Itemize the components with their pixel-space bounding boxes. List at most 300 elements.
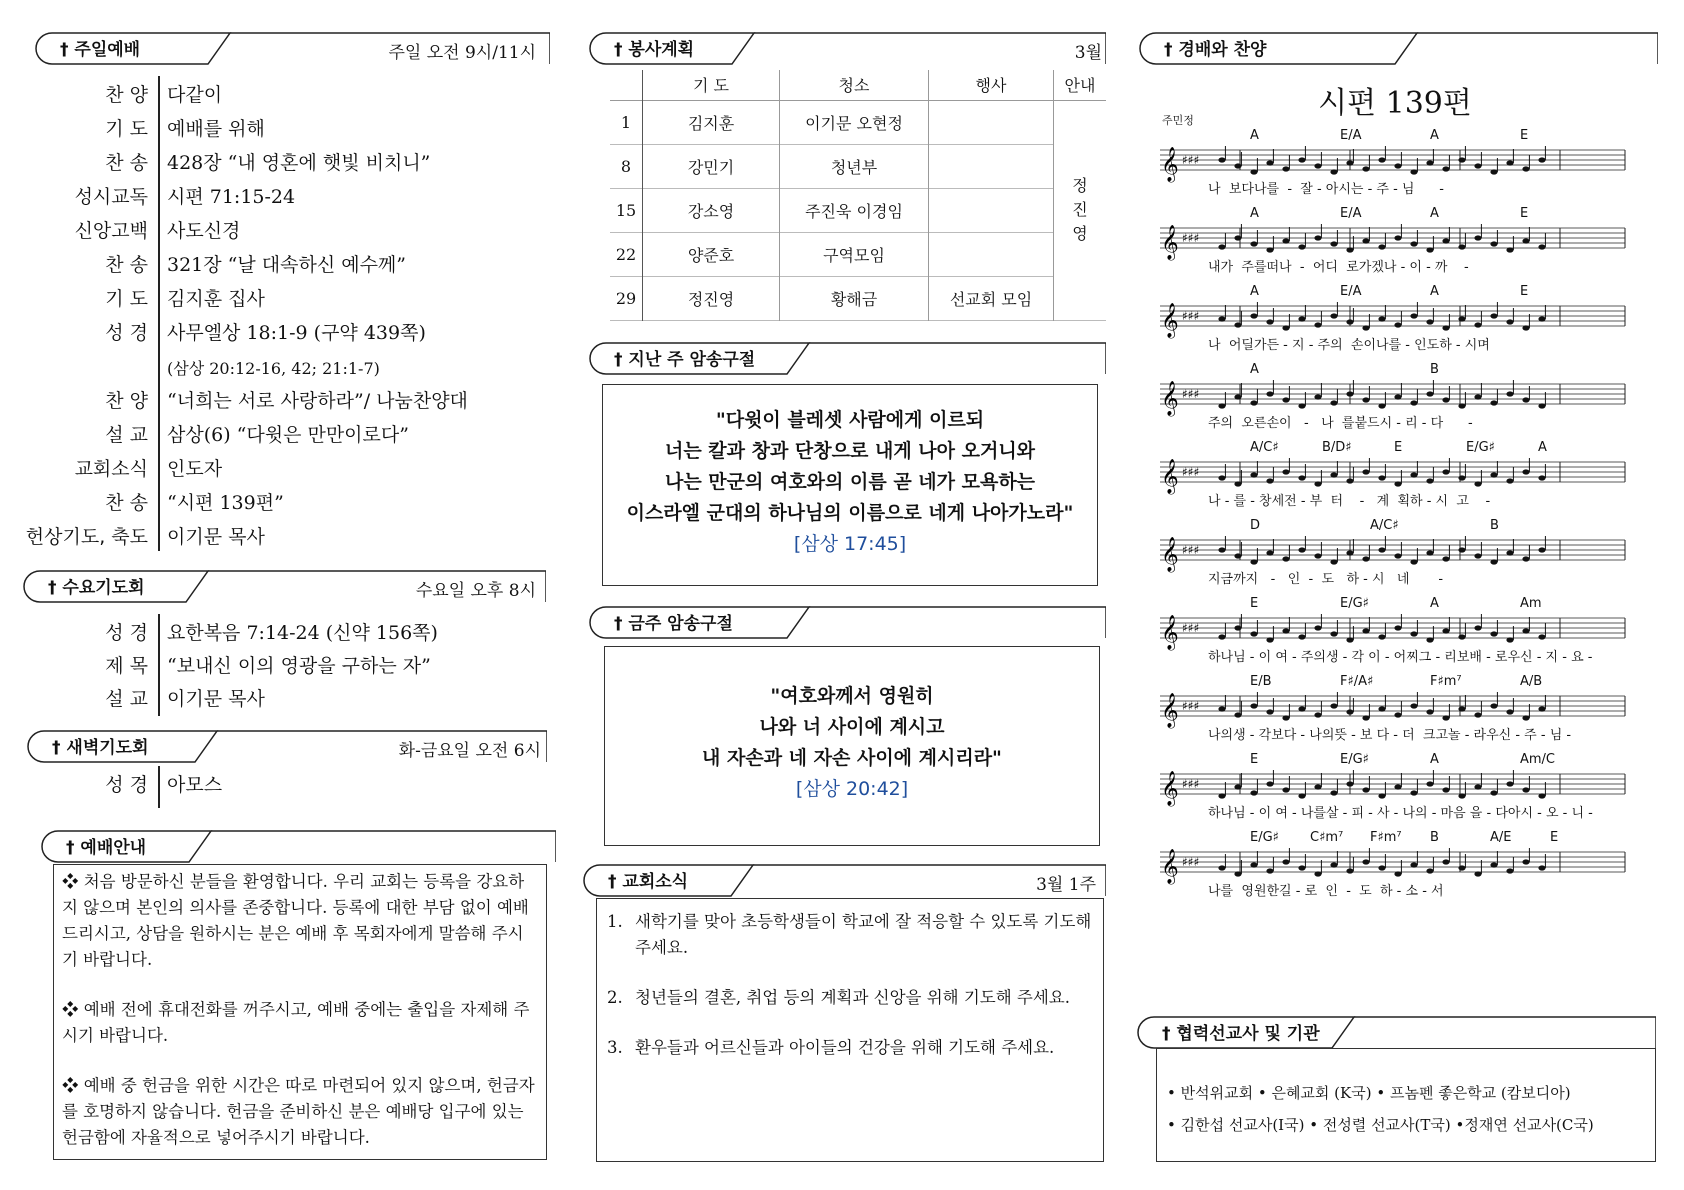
note-head: [1490, 703, 1497, 708]
note-head: [1314, 625, 1321, 630]
cell-event: 선교회 모임: [929, 276, 1054, 320]
note-head: [1506, 478, 1513, 483]
news-tab-title: † 교회소식: [608, 872, 689, 892]
note-head: [1346, 391, 1353, 396]
mission-tab-title: † 협력선교사 및 기관: [1162, 1024, 1320, 1044]
note-head: [1234, 394, 1241, 399]
note-head: [1458, 403, 1465, 408]
cell-clean: 구역모임: [780, 232, 929, 276]
note-head: [1442, 628, 1449, 633]
chord-symbol: E: [1520, 206, 1529, 221]
note-head: [1378, 793, 1385, 798]
last-verse-line-2: 너는 칼과 창과 단창으로 내게 나아 오거니와: [664, 440, 1036, 462]
note-head: [1218, 634, 1225, 639]
table-row: [610, 100, 1106, 144]
note-head: [1234, 784, 1241, 789]
note-head: [1522, 397, 1529, 402]
note-head: [1410, 862, 1417, 867]
note-head: [1298, 157, 1305, 162]
note-head: [1298, 547, 1305, 552]
cell-event: [929, 232, 1054, 276]
service-tab-title: † 봉사계획: [614, 40, 695, 60]
order-label: 찬 양: [105, 390, 148, 412]
cell-day: 8: [610, 144, 643, 188]
order-value: “너희는 서로 사랑하라”/ 나눔찬양대: [167, 390, 468, 412]
lyric-line: 나 어딜가든 - 지 - 주의 손이나를 - 인도하 - 시며: [1208, 338, 1490, 353]
note-head: [1298, 403, 1305, 408]
note-head: [1474, 481, 1481, 486]
staff-row: [1160, 752, 1630, 822]
cell-clean: 청년부: [780, 144, 929, 188]
note-head: [1234, 625, 1241, 630]
this-verse-tab-title: † 금주 암송구절: [614, 614, 733, 634]
note-head: [1234, 553, 1241, 558]
note-head: [1426, 247, 1433, 252]
note-head: [1362, 325, 1369, 330]
key-signature-icon: ♯♯♯: [1182, 465, 1200, 479]
note-head: [1314, 784, 1321, 789]
order-value: 예배를 위해: [167, 118, 265, 140]
news-item: [607, 1035, 1093, 1061]
last-verse-line-4: 이스라엘 군대의 하나님의 이름으로 네게 나아가노라": [626, 502, 1074, 524]
note-head: [1474, 235, 1481, 240]
note-head: [1410, 631, 1417, 636]
cell-clean: 이기문 오현정: [780, 100, 929, 144]
key-signature-icon: ♯♯♯: [1182, 309, 1200, 323]
staff-row: [1160, 518, 1630, 588]
cell-day: 22: [610, 232, 643, 276]
chord-symbol: D: [1250, 518, 1261, 533]
guide-char: 진: [1072, 200, 1088, 219]
note-head: [1346, 709, 1353, 714]
note-head: [1394, 712, 1401, 717]
note-head: [1538, 865, 1545, 870]
note-head: [1394, 322, 1401, 327]
order-value: 요한복음 7:14-24 (신약 156쪽): [167, 622, 438, 644]
note-head: [1506, 868, 1513, 873]
treble-clef-icon: 𝄞: [1161, 303, 1179, 338]
col-guide: 안내: [1064, 76, 1096, 96]
note-head: [1362, 556, 1369, 561]
note-head: [1362, 787, 1369, 792]
note-head: [1490, 559, 1497, 564]
note-head: [1234, 322, 1241, 327]
note-head: [1538, 706, 1545, 711]
key-signature-icon: ♯♯♯: [1182, 777, 1200, 791]
note-head: [1298, 475, 1305, 480]
cell-prayer: 김지훈: [643, 100, 780, 144]
chord-symbol: E: [1394, 440, 1403, 455]
note-head: [1282, 469, 1289, 474]
chord-symbol: A: [1250, 284, 1259, 299]
note-head: [1250, 559, 1257, 564]
chord-symbol: B: [1430, 362, 1439, 377]
note-head: [1522, 556, 1529, 561]
chord-symbol: E/A: [1340, 206, 1362, 221]
cell-event: [929, 100, 1054, 144]
note-head: [1538, 547, 1545, 552]
note-head: [1266, 709, 1273, 714]
staff-row: [1160, 830, 1630, 900]
order-label: 찬 양: [105, 84, 148, 106]
guide-box: [53, 864, 547, 1160]
note-head: [1490, 472, 1497, 477]
note-head: [1250, 703, 1257, 708]
note-head: [1218, 706, 1225, 711]
note-head: [1378, 403, 1385, 408]
note-head: [1442, 859, 1449, 864]
lyric-line: 나 보다나를 - 잘 - 아시는 - 주 - 님 -: [1208, 182, 1444, 197]
guide-paragraph-2: ❖ 예배 전에 휴대전화를 꺼주시고, 예배 중에는 출입을 자제해 주시기 바랍니다.: [62, 1000, 530, 1045]
news-number: 1.: [607, 912, 623, 931]
note-head: [1506, 391, 1513, 396]
guide-char: 정: [1072, 176, 1088, 195]
order-value: 시편 71:15-24: [167, 186, 296, 208]
news-item: [607, 985, 1093, 1011]
note-head: [1442, 325, 1449, 330]
guide-tab: [36, 828, 556, 862]
table-row: [610, 276, 1106, 320]
note-head: [1234, 163, 1241, 168]
chord-symbol: E/G♯: [1340, 596, 1369, 611]
note-head: [1458, 475, 1465, 480]
order-label: 성 경: [105, 322, 148, 344]
note-head: [1218, 793, 1225, 798]
dawn-time: 화-금요일 오전 6시: [398, 741, 541, 761]
note-head: [1506, 550, 1513, 555]
news-item: [607, 909, 1093, 961]
this-verse-tab: [584, 604, 1106, 638]
key-signature-icon: ♯♯♯: [1182, 387, 1200, 401]
note-head: [1330, 631, 1337, 636]
note-head: [1442, 469, 1449, 474]
note-head: [1522, 787, 1529, 792]
note-head: [1426, 550, 1433, 555]
note-head: [1426, 319, 1433, 324]
order-label: 기 도: [105, 288, 148, 310]
note-head: [1394, 553, 1401, 558]
note-head: [1442, 715, 1449, 720]
note-head: [1218, 157, 1225, 162]
note-head: [1218, 316, 1225, 321]
chord-symbol: A/B: [1520, 674, 1543, 689]
note-head: [1346, 868, 1353, 873]
col-event: 행사: [929, 70, 1054, 100]
note-head: [1234, 712, 1241, 717]
note-head: [1538, 244, 1545, 249]
order-value: “보내신 이의 영광을 구하는 자”: [167, 655, 431, 677]
note-head: [1266, 391, 1273, 396]
order-label: 기 도: [105, 118, 148, 140]
note-head: [1218, 547, 1225, 552]
note-head: [1378, 157, 1385, 162]
note-head: [1266, 160, 1273, 165]
cell-clean: 주진욱 이경임: [780, 188, 929, 232]
note-head: [1410, 241, 1417, 246]
chord-symbol: A/E: [1490, 830, 1512, 845]
lyric-line: 나 - 를 - 창세전 - 부 터 - 계 획하 - 시 고 -: [1208, 494, 1491, 509]
note-head: [1538, 157, 1545, 162]
note-head: [1362, 859, 1369, 864]
note-head: [1538, 793, 1545, 798]
note-head: [1490, 790, 1497, 795]
table-row: [610, 188, 1106, 232]
lyric-line: 내가 주를떠나 - 어디 로가겠나 - 이 - 까 -: [1208, 260, 1469, 275]
note-head: [1522, 166, 1529, 171]
note-head: [1442, 397, 1449, 402]
note-head: [1362, 397, 1369, 402]
sunday-divider: [158, 76, 160, 551]
note-head: [1490, 862, 1497, 867]
note-head: [1250, 631, 1257, 636]
note-head: [1346, 550, 1353, 555]
note-head: [1410, 703, 1417, 708]
note-head: [1426, 637, 1433, 642]
note-head: [1426, 709, 1433, 714]
note-head: [1538, 634, 1545, 639]
chord-symbol: E/G♯: [1250, 830, 1279, 845]
treble-clef-icon: 𝄞: [1161, 459, 1179, 494]
note-head: [1474, 871, 1481, 876]
note-head: [1426, 478, 1433, 483]
note-head: [1442, 238, 1449, 243]
note-head: [1490, 241, 1497, 246]
this-verse-ref: [삼상 20:42]: [795, 778, 909, 800]
cell-day: 15: [610, 188, 643, 232]
news-text: 환우들과 어르신들과 아이들의 건강을 위해 기도해 주세요.: [635, 1038, 1055, 1057]
note-head: [1250, 241, 1257, 246]
cell-prayer: 강소영: [643, 188, 780, 232]
chord-symbol: F♯m⁷: [1370, 830, 1402, 845]
order-value: 인도자: [167, 458, 223, 480]
note-head: [1298, 316, 1305, 321]
note-head: [1314, 163, 1321, 168]
order-label: 신앙고백: [74, 220, 148, 242]
order-label: 성 경: [105, 622, 148, 644]
note-head: [1490, 631, 1497, 636]
this-verse-line-1: "여호와께서 영원히: [770, 685, 934, 707]
this-verse-box: [604, 646, 1100, 846]
cell-guide: [1054, 100, 1107, 320]
last-verse-line-1: "다윗이 블레셋 사람에게 이르되: [715, 409, 985, 431]
last-verse-tab-title: † 지난 주 암송구절: [614, 350, 756, 370]
note-head: [1522, 628, 1529, 633]
this-verse-line-3: 내 자손과 네 자손 사이에 계시리라": [702, 747, 1002, 769]
chord-symbol: F♯/A♯: [1340, 674, 1374, 689]
note-head: [1314, 871, 1321, 876]
note-head: [1394, 163, 1401, 168]
note-head: [1538, 475, 1545, 480]
note-head: [1506, 781, 1513, 786]
note-head: [1346, 478, 1353, 483]
lyric-line: 하나님 - 이 여 - 나를살 - 피 - 사 - 나의 - 마음 을 - 다아시 - 오 - 니 -: [1208, 806, 1593, 821]
treble-clef-icon: 𝄞: [1161, 147, 1179, 182]
chord-symbol: E: [1250, 596, 1259, 611]
lyric-line: 지금까지 - 인 - 도 하 - 시 네 -: [1208, 572, 1444, 587]
order-value: “시편 139편”: [167, 492, 284, 514]
chord-symbol: B/D♯: [1322, 440, 1352, 455]
note-head: [1362, 469, 1369, 474]
note-head: [1506, 709, 1513, 714]
service-table: [610, 70, 1106, 321]
chord-symbol: A: [1250, 128, 1259, 143]
note-head: [1330, 703, 1337, 708]
note-head: [1346, 781, 1353, 786]
note-head: [1458, 865, 1465, 870]
note-head: [1250, 313, 1257, 318]
note-head: [1474, 163, 1481, 168]
news-text: 새학기를 맞아 초등학생들이 학교에 잘 적응할 수 있도록 기도해 주세요.: [635, 912, 1092, 957]
note-head: [1362, 238, 1369, 243]
note-head: [1378, 706, 1385, 711]
note-head: [1458, 316, 1465, 321]
note-head: [1362, 715, 1369, 720]
order-value: 아모스: [167, 774, 223, 796]
note-head: [1266, 637, 1273, 642]
note-head: [1218, 244, 1225, 249]
note-head: [1474, 394, 1481, 399]
chord-symbol: A: [1538, 440, 1547, 455]
note-head: [1442, 166, 1449, 171]
note-head: [1522, 325, 1529, 330]
lyric-line: 하나님 - 이 여 - 주의생 - 각 이 - 어찌그 - 리보배 - 로우신 - 지 - 요 -: [1208, 650, 1593, 665]
staff-row: [1160, 596, 1630, 666]
chord-symbol: E/B: [1250, 674, 1272, 689]
chord-symbol: Am: [1520, 596, 1542, 611]
note-head: [1458, 547, 1465, 552]
note-head: [1346, 160, 1353, 165]
note-head: [1250, 400, 1257, 405]
chord-symbol: A: [1430, 596, 1439, 611]
note-head: [1250, 472, 1257, 477]
note-head: [1330, 313, 1337, 318]
order-value: 다같이: [167, 84, 223, 106]
treble-clef-icon: 𝄞: [1161, 381, 1179, 416]
mission-line-1: • 반석위교회 • 은혜교회 (K국) • 프놈펜 좋은학교 (캄보디아): [1167, 1084, 1571, 1102]
chord-symbol: Am/C: [1520, 752, 1556, 767]
chord-symbol: B: [1430, 830, 1439, 845]
note-head: [1282, 325, 1289, 330]
cell-prayer: 정진영: [643, 276, 780, 320]
service-tab: [584, 30, 1106, 64]
note-head: [1314, 235, 1321, 240]
note-head: [1442, 556, 1449, 561]
note-head: [1282, 238, 1289, 243]
key-signature-icon: ♯♯♯: [1182, 699, 1200, 713]
treble-clef-icon: 𝄞: [1161, 771, 1179, 806]
note-head: [1538, 316, 1545, 321]
sunday-tab: [30, 30, 550, 64]
treble-clef-icon: 𝄞: [1161, 693, 1179, 728]
staff-row: [1160, 284, 1630, 354]
mission-line-2: • 김한섭 선교사(I국) • 전성렬 선교사(T국) •정재연 선교사(C국): [1167, 1116, 1594, 1134]
chord-symbol: E/G♯: [1466, 440, 1495, 455]
note-head: [1378, 865, 1385, 870]
note-head: [1298, 865, 1305, 870]
staff-row: [1160, 440, 1630, 510]
news-number: 3.: [607, 1038, 623, 1057]
note-head: [1474, 322, 1481, 327]
note-head: [1474, 712, 1481, 717]
cell-event: [929, 188, 1054, 232]
treble-clef-icon: 𝄞: [1161, 537, 1179, 572]
note-head: [1298, 244, 1305, 249]
praise-tab: [1134, 30, 1658, 64]
note-head: [1426, 391, 1433, 396]
cell-day: 29: [610, 276, 643, 320]
lyric-line: 나의생 - 각보다 - 나의뜻 - 보 다 - 더 크고놀 - 라우신 - 주 - 님 -: [1208, 728, 1572, 743]
note-head: [1410, 169, 1417, 174]
chord-symbol: A/C♯: [1370, 518, 1399, 533]
treble-clef-icon: 𝄞: [1161, 849, 1179, 884]
chord-symbol: A: [1250, 362, 1259, 377]
chord-symbol: A: [1430, 128, 1439, 143]
note-head: [1458, 244, 1465, 249]
note-head: [1330, 862, 1337, 867]
sunday-tab-title: † 주일예배: [60, 40, 141, 60]
note-head: [1522, 859, 1529, 864]
note-head: [1426, 160, 1433, 165]
note-head: [1234, 871, 1241, 876]
staff-row: [1160, 128, 1630, 198]
order-value: 이기문 목사: [167, 688, 265, 710]
cell-event: [929, 144, 1054, 188]
note-head: [1458, 793, 1465, 798]
key-signature-icon: ♯♯♯: [1182, 231, 1200, 245]
note-head: [1506, 637, 1513, 642]
note-head: [1330, 169, 1337, 174]
order-label: 성시교독: [74, 186, 148, 208]
order-value: 사도신경: [167, 220, 241, 242]
note-head: [1330, 472, 1337, 477]
mission-tab: [1132, 1014, 1656, 1048]
cell-prayer: 양준호: [643, 232, 780, 276]
note-head: [1378, 634, 1385, 639]
this-verse-line-2: 나와 너 사이에 계시고: [759, 716, 945, 738]
note-head: [1330, 400, 1337, 405]
note-head: [1314, 712, 1321, 717]
news-box: [596, 898, 1104, 1162]
note-head: [1426, 781, 1433, 786]
note-head: [1410, 559, 1417, 564]
note-head: [1266, 319, 1273, 324]
note-head: [1394, 394, 1401, 399]
order-label: 교회소식: [74, 458, 148, 480]
last-verse-ref: [삼상 17:45]: [793, 533, 907, 555]
note-head: [1522, 238, 1529, 243]
chord-symbol: C♯m⁷: [1310, 830, 1344, 845]
staff-row: [1160, 674, 1630, 744]
note-head: [1394, 481, 1401, 486]
note-head: [1282, 166, 1289, 171]
chord-symbol: A: [1430, 206, 1439, 221]
note-head: [1218, 475, 1225, 480]
cell-day: 1: [610, 100, 643, 144]
key-signature-icon: ♯♯♯: [1182, 153, 1200, 167]
order-value: 이기문 목사: [167, 526, 265, 548]
note-head: [1250, 169, 1257, 174]
note-head: [1410, 400, 1417, 405]
order-label: 설 교: [105, 424, 148, 446]
note-head: [1378, 316, 1385, 321]
guide-tab-title: † 예배안내: [66, 838, 147, 858]
note-head: [1266, 781, 1273, 786]
note-head: [1458, 706, 1465, 711]
note-head: [1282, 628, 1289, 633]
order-label: 성 경: [105, 774, 148, 796]
col-clean: 청소: [780, 70, 929, 100]
note-head: [1346, 319, 1353, 324]
